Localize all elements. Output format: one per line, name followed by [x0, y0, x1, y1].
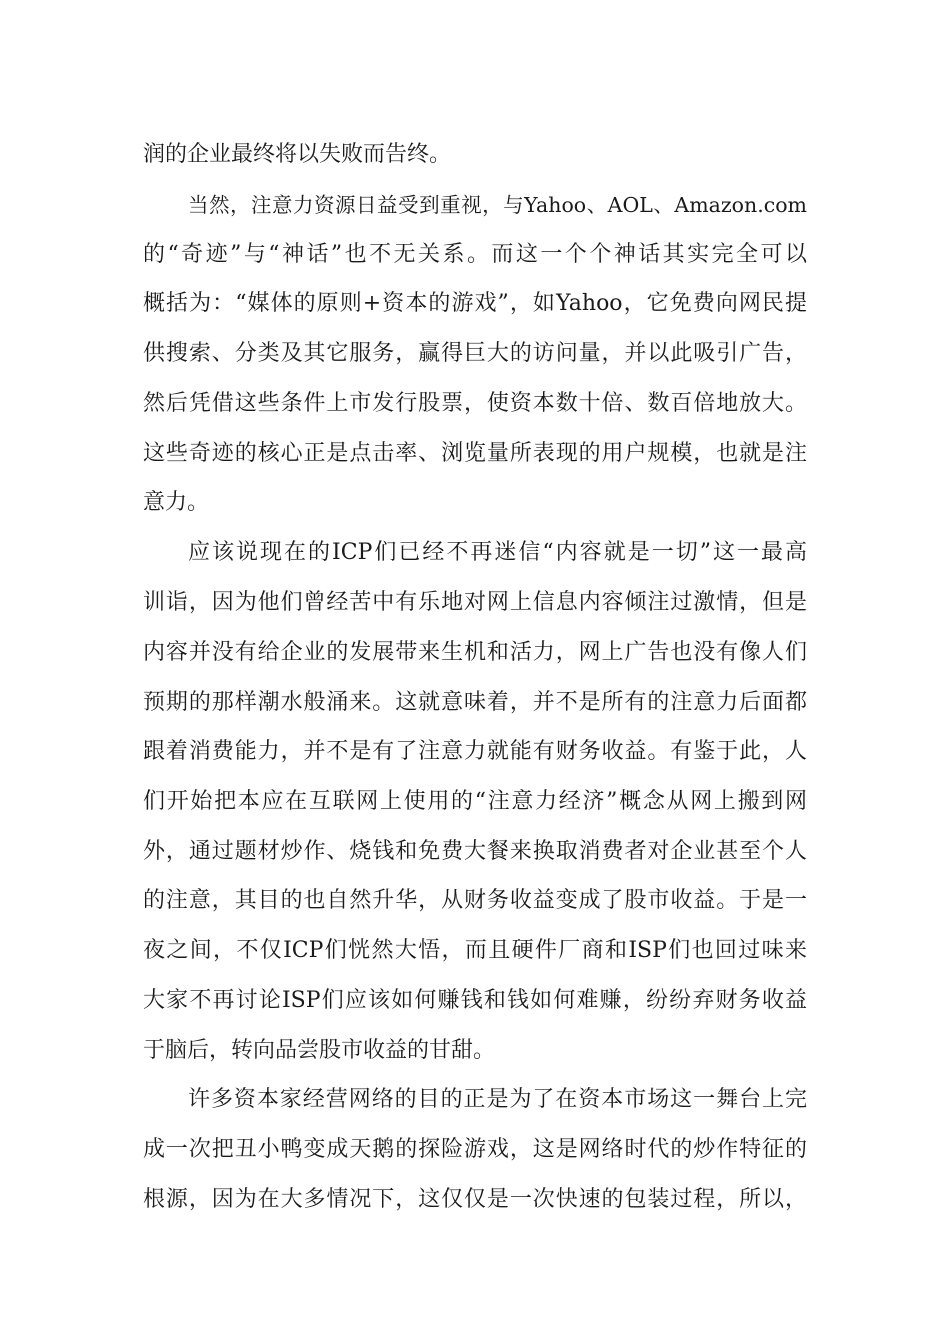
text-line: 润的企业最终将以失败而告终。 — [143, 142, 452, 167]
text-line: 内容并没有给企业的发展带来生机和活力，网上广告也没有像人们 — [143, 640, 807, 665]
text-line: 预期的那样潮水般涌来。这就意味着，并不是所有的注意力后面都 — [143, 690, 807, 715]
text-line: 的“奇迹”与“神话”也不无关系。而这一个个神话其实完全可以 — [143, 242, 807, 267]
text-line: 这些奇迹的核心正是点击率、浏览量所表现的用户规模，也就是注 — [143, 441, 807, 466]
text-line: 训诣，因为他们曾经苦中有乐地对网上信息内容倾注过激情，但是 — [143, 590, 807, 615]
text-line: 夜之间，不仅ICP们恍然大悟，而且硬件厂商和ISP们也回过味来 — [143, 938, 807, 963]
text-line: 大家不再讨论ISP们应该如何赚钱和钱如何难赚，纷纷弃财务收益 — [143, 988, 807, 1013]
text-line: 成一次把丑小鸭变成天鹅的探险游戏，这是网络时代的炒作特征的 — [143, 1137, 807, 1162]
text-line: 们开始把本应在互联网上使用的“注意力经济”概念从网上搬到网 — [143, 789, 807, 814]
text-line: 概括为：“媒体的原则+资本的游戏”，如Yahoo，它免费向网民提 — [143, 291, 807, 316]
text-line: 当然，注意力资源日益受到重视，与Yahoo、AOL、Amazon.com — [188, 193, 807, 217]
text-line: 应该说现在的ICP们已经不再迷信“内容就是一切”这一最高 — [188, 540, 807, 565]
text-line: 意力。 — [143, 490, 210, 515]
text-line: 根源，因为在大多情况下，这仅仅是一次快速的包装过程，所以， — [143, 1187, 807, 1212]
text-line: 于脑后，转向品尝股市收益的甘甜。 — [143, 1038, 496, 1063]
text-line: 外，通过题材炒作、烧钱和免费大餐来换取消费者对企业甚至个人 — [143, 839, 807, 864]
text-line: 然后凭借这些条件上市发行股票，使资本数十倍、数百倍地放大。 — [143, 391, 807, 416]
text-line: 许多资本家经营网络的目的正是为了在资本市场这一舞台上完 — [188, 1087, 807, 1112]
text-line: 跟着消费能力，并不是有了注意力就能有财务收益。有鉴于此，人 — [143, 739, 807, 764]
text-line: 供搜索、分类及其它服务，赢得巨大的访问量，并以此吸引广告， — [143, 341, 807, 366]
text-line: 的注意，其目的也自然升华，从财务收益变成了股市收益。于是一 — [143, 888, 807, 913]
